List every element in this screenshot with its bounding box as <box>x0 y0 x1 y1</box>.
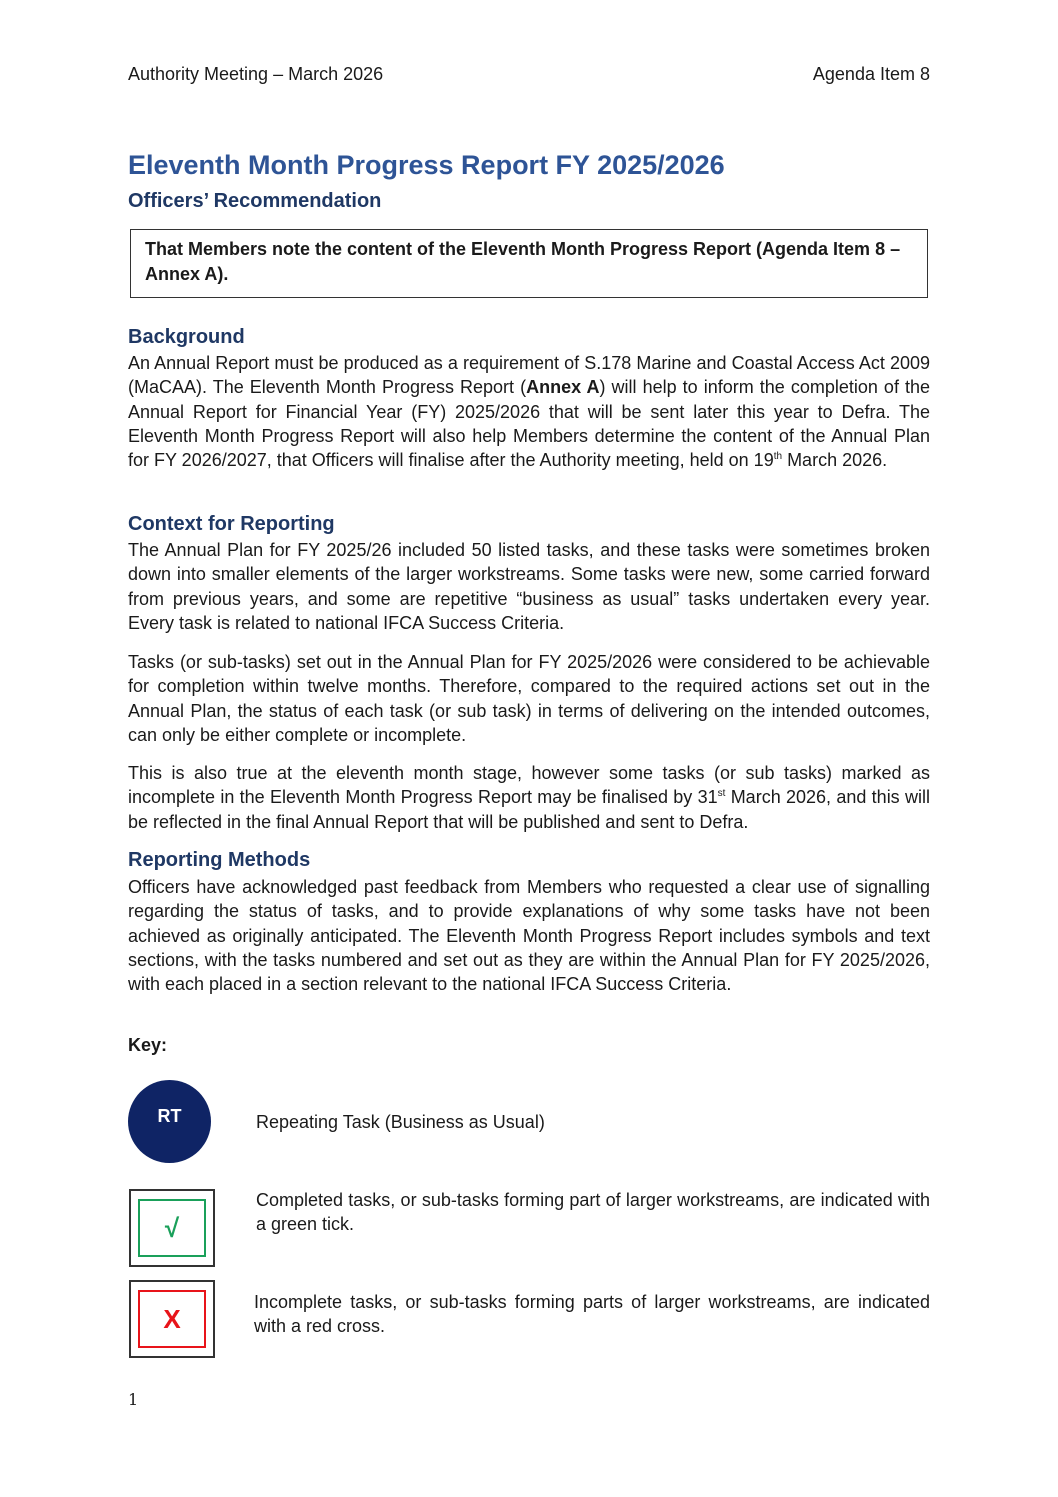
context-paragraph-1: The Annual Plan for FY 2025/26 included 50 listed tasks, and these tasks were sometimes broken down into smaller elements of the larger workstreams. Some tasks were new, some carried forward from previous years, and some are repetitive “business as usual” tasks undertaken every year. Every task is related to national IFCA Success Criteria. <box>128 540 930 633</box>
red-cross-icon: X <box>129 1280 215 1358</box>
methods-paragraph: Officers have acknowledged past feedback from Members who requested a clear use of signalling regarding the status of tasks, and to provide explanations of why some tasks have not been achieved as originally anticipated. The Eleventh Month Progress Report includes symbols and text sections, with the tasks numbered and set out as they are within the Annual Plan for FY 2025/2026, with each placed in a section relevant to the national IFCA Success Criteria. <box>128 877 930 995</box>
background-heading: Background <box>128 326 245 348</box>
key-repeating-task-text: Repeating Task (Business as Usual) <box>256 1112 545 1132</box>
context-paragraph-3: This is also true at the eleventh month stage, however some tasks (or sub tasks) marked as incomplete in the Eleventh Month Progress Report may be finalised by 31st March 2026, and this will be reflected in the final Annual Report that will be published and sent to Defra. <box>128 763 930 832</box>
recommendation-box: That Members note the content of the Eleventh Month Progress Report (Agenda Item 8 – Annex A). <box>130 229 928 298</box>
context-heading: Context for Reporting <box>128 513 335 535</box>
repeating-task-badge-icon: RT <box>128 1080 211 1163</box>
page-subtitle: Officers’ Recommendation <box>128 190 382 212</box>
page-number: 1 <box>128 1390 139 1409</box>
header-meeting: Authority Meeting – March 2026 <box>128 64 384 84</box>
page-title: Eleventh Month Progress Report FY 2025/2026 <box>128 150 725 180</box>
background-paragraph: An Annual Report must be produced as a requirement of S.178 Marine and Coastal Access Act 2009 (MaCAA). The Eleventh Month Progress Report (Annex A) will help to inform the completion of the Annual Report for Financial Year (FY) 2025/2026 that will be sent later this year to Defra. The Eleventh Month Progress Report will also help Members determine the content of the Annual Plan for FY 2026/2027, that Officers will finalise after the Authority meeting, held on 19th March 2026. <box>128 353 931 471</box>
methods-heading: Reporting Methods <box>128 849 311 871</box>
key-label: Key: <box>128 1035 168 1055</box>
key-incomplete-text: Incomplete tasks, or sub-tasks forming parts of larger workstreams, are indicated with a red cross. <box>254 1292 930 1337</box>
key-completed-text: Completed tasks, or sub-tasks forming part of larger workstreams, are indicated with a green tick. <box>256 1190 930 1235</box>
green-tick-icon: √ <box>129 1189 215 1267</box>
context-paragraph-2: Tasks (or sub-tasks) set out in the Annual Plan for FY 2025/2026 were considered to be achievable for completion within twelve months. Therefore, compared to the required actions set out in the Annual Plan, the status of each task (or sub task) in terms of delivering on the intended outcomes, can only be either complete or incomplete. <box>128 652 930 745</box>
header-agenda-item: Agenda Item 8 <box>812 64 930 84</box>
page-header <box>128 64 930 85</box>
